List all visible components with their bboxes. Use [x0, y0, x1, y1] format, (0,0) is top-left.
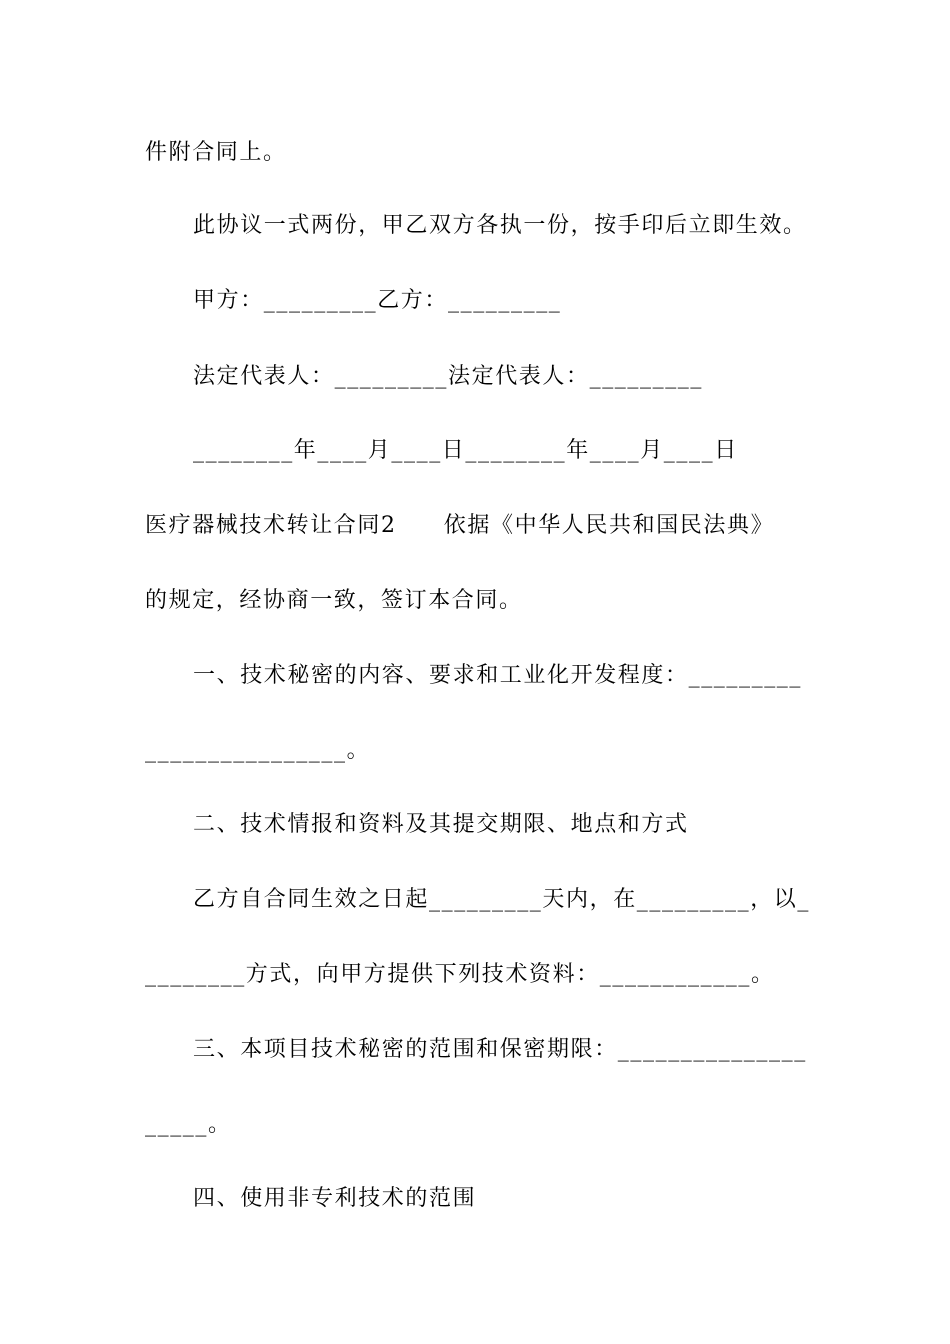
text-line: ________方式，向甲方提供下列技术资料：____________。 [145, 962, 775, 987]
text-line: 三、本项目技术秘密的范围和保密期限：_______________ [193, 1037, 807, 1062]
text-line: 件附合同上。 [145, 140, 287, 165]
text-line: 医疗器械技术转让合同2 依据《中华人民共和国民法典》 [145, 513, 775, 538]
text-line: 此协议一式两份，甲乙双方各执一份，按手印后立即生效。 [193, 213, 807, 238]
text-line: 一、技术秘密的内容、要求和工业化开发程度：_________ [193, 663, 803, 688]
text-line: 四、使用非专利技术的范围 [193, 1186, 477, 1211]
text-line: 甲方：_________乙方：_________ [193, 288, 562, 313]
text-line: 的规定，经协商一致，签订本合同。 [145, 588, 523, 613]
text-line: 二、技术情报和资料及其提交期限、地点和方式 [193, 812, 689, 837]
text-line: ________年____月____日________年____月____日 [193, 438, 738, 463]
text-line: 法定代表人：_________法定代表人：_________ [193, 364, 704, 389]
text-line: 乙方自合同生效之日起_________天内，在_________，以_ [193, 887, 810, 912]
text-line: _____。 [145, 1112, 232, 1137]
text-line: ________________。 [145, 738, 371, 763]
